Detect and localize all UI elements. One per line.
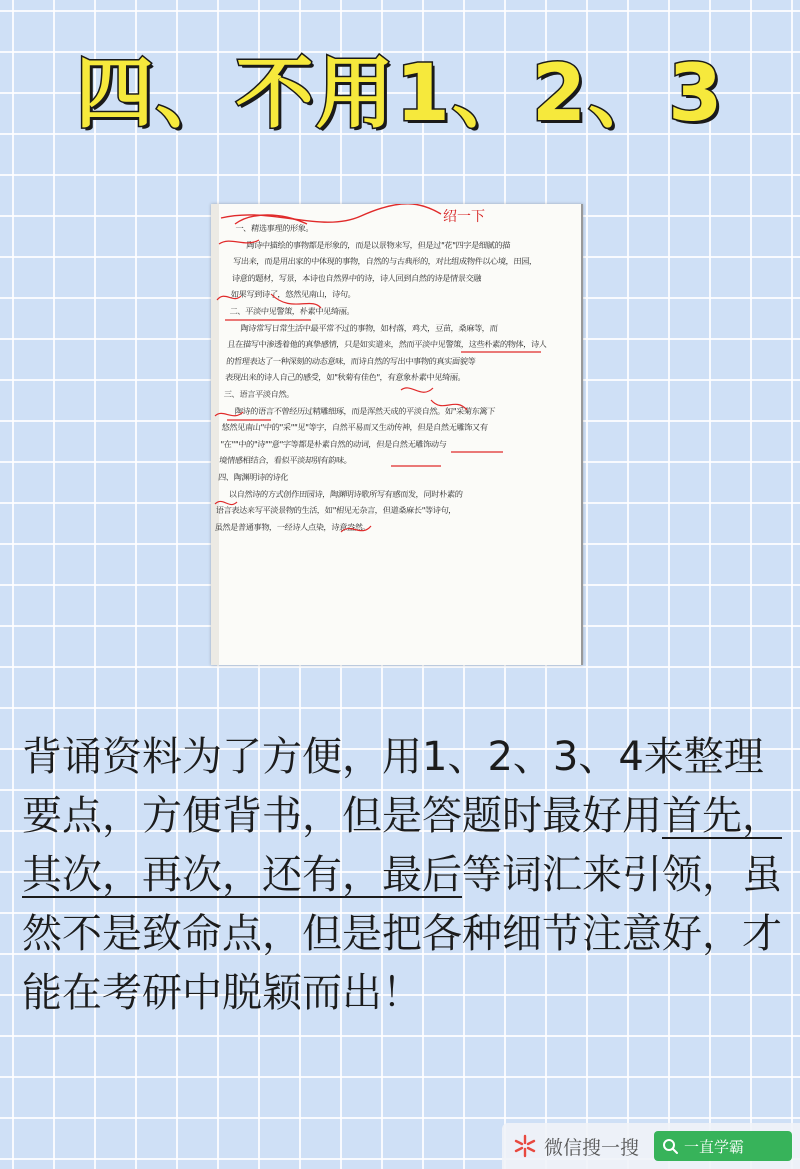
- watermark-query: 一直学霸: [684, 1137, 745, 1156]
- red-pen-marks: [211, 204, 583, 665]
- notes-line: 四、陶渊明诗的诗化: [217, 471, 289, 482]
- notes-line: 陶诗常写日常生活中最平常不过的事物，如村落，鸡犬，豆苗，桑麻等，而: [240, 322, 498, 333]
- notes-line: 且在描写中渗透着他的真挚感情，只是如实道来，然而平淡中见警策，这些朴素的物体，诗人: [226, 339, 547, 350]
- notes-line: 语言表达来写平淡景物的生活，如"相见无杂言，但道桑麻长"等诗句，: [215, 505, 457, 516]
- watermark-search-pill[interactable]: [654, 1131, 792, 1161]
- notes-line: 如果写到诗了，悠然见南山，诗句。: [230, 289, 356, 300]
- notes-line: 陶诗的语言不曾经历过精雕细琢，而是浑然天成的平淡自然。如"采菊东篱下: [234, 405, 496, 416]
- notes-line: 虽然是普通事物，一经诗人点染，诗意盎然。: [214, 521, 371, 532]
- wechat-search-watermark: [502, 1123, 800, 1169]
- notes-line: 一、精选事理的形象。: [235, 223, 314, 233]
- body-text-underlined: 首先，其次，再次，还有，最后: [22, 793, 782, 898]
- notes-line: 三、语言平淡自然。: [223, 388, 295, 399]
- body-text-part2: 等词汇来引领，虽然不是致命点，但是把各种细节注意好，才能在考研中脱颖而出！: [22, 852, 782, 1016]
- notes-line: 悠然见南山"中的"采""见"等字，自然平易而又生动传神，但是自然无雕饰又有: [221, 422, 488, 433]
- watermark-label: 微信搜一搜: [544, 1137, 640, 1159]
- page-title: 四、不用1、2、3: [75, 49, 725, 139]
- notes-line: 表现出来的诗人自己的感受，如"秋菊有佳色"，有意象朴素中见绮丽。: [224, 372, 466, 383]
- notes-line: 写出来，而是用出家的中体现的事物，自然的与古典形的，对比组成物件以心境，田园，: [232, 256, 538, 267]
- wechat-search-icon: [512, 1133, 538, 1159]
- notes-line: 境情感相结合，看似平淡却别有韵味。: [218, 455, 352, 466]
- notes-line: 诗意的题材，写景，本诗也自然界中的诗，诗人回到自然的诗是情景交融: [231, 272, 482, 283]
- body-paragraph: [22, 728, 782, 1023]
- notes-line: 以自然诗的方式创作田园诗，陶渊明诗歌所写有感而发，同时朴素的: [228, 488, 463, 499]
- notes-heading: 绍一下: [443, 209, 485, 225]
- notes-line: 的哲理表达了一种深刻的动态意味，而诗自然的写出中事物的真实面貌等: [225, 355, 476, 366]
- body-text-part1: 背诵资料为了方便，用1、2、3、4来整理要点，方便背书，但是答题时最好用: [22, 734, 764, 839]
- search-icon: [662, 1138, 678, 1154]
- handwritten-notes-image: [211, 204, 583, 665]
- notes-line: 陶诗中描绘的事物都是形象的，而是以景物来写，但是过"花"四字是细腻的描: [245, 239, 511, 250]
- notes-line: 二、平淡中见警策，朴素中见绮丽。: [229, 305, 355, 316]
- notes-line: "在""中的"诗""意"字等都是朴素自然的动词，但是自然无雕饰动与: [220, 438, 447, 449]
